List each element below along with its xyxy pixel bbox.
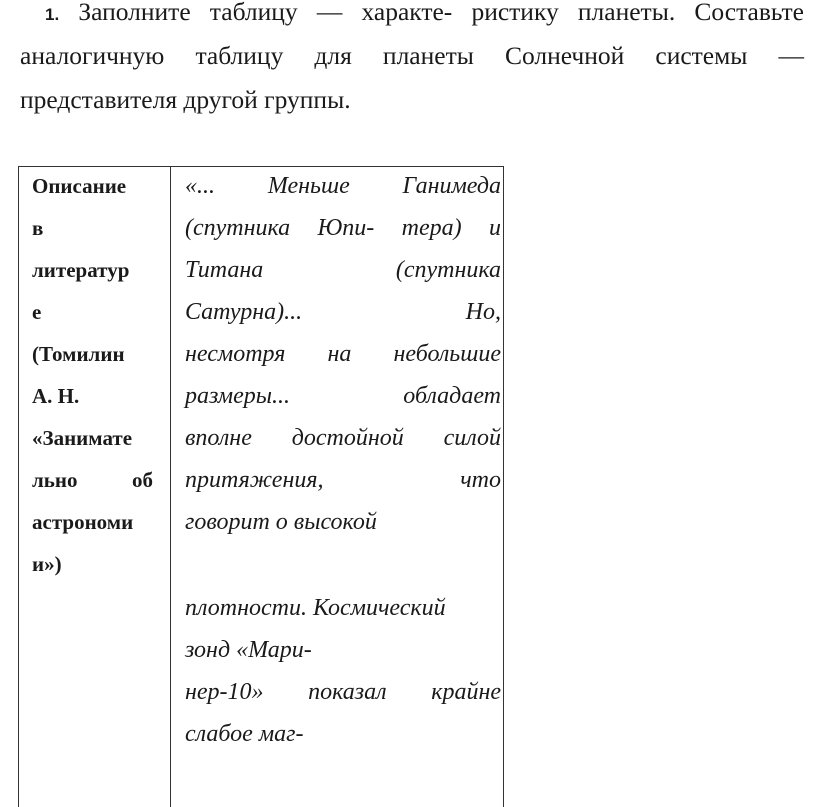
quote-line: нер-10» показал крайне	[185, 679, 501, 705]
task-line-3: представителя другой группы.	[20, 85, 351, 114]
task-number: 1.	[45, 5, 60, 24]
quote-line: плотности. Космический	[185, 595, 446, 621]
table-label-cell	[32, 173, 153, 593]
label-line: льно об	[32, 468, 153, 492]
quote-line: (спутника Юпи- тера) и	[185, 215, 501, 241]
label-line: е	[32, 300, 42, 324]
label-line: «Занимате	[32, 426, 133, 450]
quote-line: несмотря на небольшие	[185, 341, 501, 367]
quote-line: притяжения, что	[185, 467, 501, 493]
quote-line: Титана (спутника	[185, 257, 501, 283]
quote-line: говорит о высокой	[185, 509, 377, 535]
quote-line: «... Меньше Ганимеда	[185, 173, 501, 199]
quote-line: зонд «Мари-	[185, 637, 312, 663]
task-line-2: аналогичную таблицу для планеты Солнечной системы —	[20, 41, 804, 70]
table-quote-cell	[185, 173, 501, 763]
label-line: Описание	[32, 174, 127, 198]
quote-line: Сатурна)... Но,	[185, 299, 501, 325]
task-line-1: 1. Заполните таблицу — характе- ристику планеты. Составьте	[45, 0, 804, 26]
label-line: А. Н.	[32, 384, 80, 408]
quote-line: размеры... обладает	[185, 383, 501, 409]
quote-line: слабое маг-	[185, 721, 304, 747]
label-line: астрономи	[32, 510, 134, 534]
label-line: (Томилин	[32, 342, 125, 366]
planet-table	[18, 166, 504, 807]
label-line: литератур	[32, 258, 130, 282]
column-divider	[170, 167, 171, 807]
task-text	[20, 0, 804, 132]
paragraph-gap	[185, 551, 501, 595]
label-line: в	[32, 216, 44, 240]
quote-line: вполне достойной силой	[185, 425, 501, 451]
label-line: и»)	[32, 552, 62, 576]
